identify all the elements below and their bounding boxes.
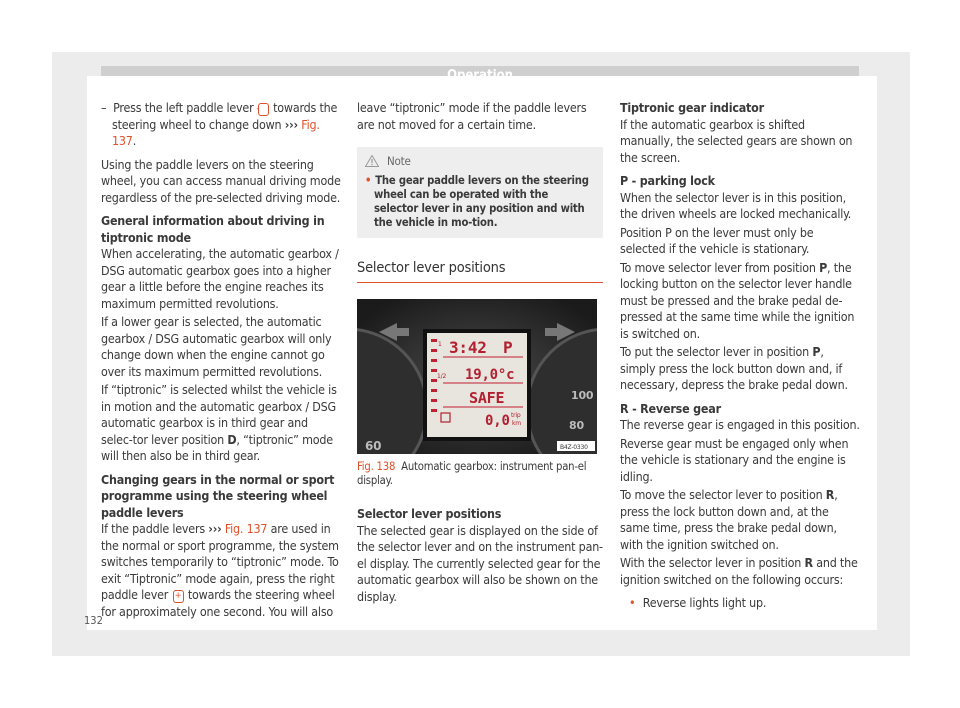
subheading: P - parking lock (620, 173, 715, 188)
figure-caption (357, 460, 603, 488)
column-2 (357, 100, 603, 612)
lcd-trip-unit-top: trip (511, 412, 521, 419)
paragraph: Using the paddle levers on the steering wheel, you can access manual driving mode regardless of the pre-selected driving mode. (101, 156, 341, 205)
paragraph: Position P on the lever must only be selected if the vehicle is stationary. (620, 224, 814, 256)
column-3 (620, 100, 860, 619)
paragraph: The selected gear is displayed on the side of the selector lever and on the instrument pan-el display. The currently selected gear for the automatic gearbox will also be shown on the display. (357, 522, 603, 604)
bullet-icon: • (629, 595, 636, 610)
text: To put the selector lever in position (620, 344, 809, 359)
lcd-temperature: 19,0°c (465, 367, 515, 383)
punct: . (132, 133, 137, 148)
lcd-trip-unit-bottom: km (512, 420, 521, 427)
text: are used in the normal or sport programme, the system switches temporarily to “tiptronic” mode. To exit “Tiptronic” mode again, press the right paddle lever (101, 521, 339, 602)
paragraph (101, 382, 341, 465)
note-text (365, 174, 595, 230)
plus-key-icon: + (173, 590, 184, 603)
text: towards the steering wheel for approximately one second. You will also (101, 587, 335, 619)
warning-icon (365, 155, 379, 167)
column-1 (101, 100, 341, 627)
paragraph (620, 260, 860, 343)
bullet-icon: • (365, 173, 372, 187)
subheading: Tiptronic gear indicator (620, 100, 764, 115)
note-label: Note (387, 154, 411, 168)
paragraph: If a lower gear is selected, the automatic gearbox / DSG automatic gearbox will only change down when the engine cannot go over its maximum permitted revolutions. (101, 314, 332, 379)
text: , “tiptronic” mode will then also be in third gear. (101, 431, 333, 463)
bold-text: R (825, 487, 835, 502)
section-title: Selector lever positions (357, 260, 603, 284)
instrument-panel-image (357, 299, 597, 454)
paragraph: Reverse gear must be engaged only when the vehicle is stationary and the engine is idling. (620, 435, 849, 484)
paragraph (620, 344, 860, 394)
text: To move selector lever from position (620, 259, 816, 275)
note-header (365, 153, 595, 170)
paragraph: When accelerating, the automatic gearbox / DSG automatic gearbox goes into a higher gear a little before the engine reaches its maximum permitted revolutions. (101, 246, 339, 311)
instruction-text: Press the left paddle lever (113, 100, 254, 115)
caption-text: Automatic gearbox: instrument pan-el display. (357, 460, 587, 487)
paragraph: leave “tiptronic” mode if the paddle levers are not moved for a certain time. (357, 100, 587, 132)
paragraph (620, 555, 860, 588)
text: If “tiptronic” is selected whilst the vehicle is in motion and the automatic gearbox / DSG automatic gearbox is in third gear and selec-tor lever position (101, 382, 337, 447)
paragraph: The reverse gear is engaged in this position. (620, 417, 860, 432)
gauge-mark-top: 1 (438, 341, 442, 348)
subheading: R - Reverse gear (620, 400, 721, 416)
text: and the ignition switched on the following occurs: (620, 555, 858, 587)
note-box (357, 147, 603, 238)
scale-label-left: 60 (365, 439, 382, 453)
text: To move the selector lever to position (620, 487, 823, 502)
lcd-trip-value: 0,0 (485, 413, 510, 429)
paragraph (101, 521, 341, 620)
text: , the locking button on the selector lever handle must be pressed and the brake pedal de-pressed at the same time while the ignition is switched on. (620, 259, 855, 341)
list-item (620, 595, 860, 612)
minus-key-icon: - (258, 103, 269, 116)
figure-link[interactable]: Fig. 137 (112, 116, 320, 148)
caption-ref: Fig. 138 (357, 460, 396, 473)
subheading: Selector lever positions (357, 506, 502, 521)
instruction-text-2: towards the steering wheel to change down (112, 100, 338, 132)
figure-code: B4Z-0330 (560, 444, 588, 451)
text: , simply press the lock button down and, if necessary, depress the brake pedal down. (620, 344, 848, 392)
paragraph: If the automatic gearbox is shifted manually, the selected gears are shown on the screen. (620, 116, 853, 165)
paragraph (620, 487, 860, 553)
ref-arrows: ››› (284, 116, 298, 132)
lcd-message: SAFE (469, 389, 505, 407)
text: If the paddle levers (101, 521, 205, 536)
subheading: Changing gears in the normal or sport programme using the steering wheel paddle levers (101, 471, 335, 520)
page-number: 132 (84, 614, 103, 627)
bold-text: P (812, 344, 821, 359)
scale-label-right-2: 80 (569, 419, 584, 432)
bold-text: D (227, 431, 237, 447)
figure-link[interactable]: Fig. 137 (224, 521, 268, 536)
text: With the selector lever in position (620, 555, 802, 570)
paragraph: When the selector lever is in this position, the driven wheels are locked mechanically. (620, 189, 852, 221)
lcd-gear: P (503, 338, 513, 357)
list-item-text: Reverse lights light up. (642, 595, 767, 610)
lcd-time: 3:42 (449, 338, 487, 357)
gauge-mark-mid: 1/2 (437, 373, 447, 380)
subheading: General information about driving in tiptronic mode (101, 213, 325, 245)
ref-arrows: ››› (208, 521, 222, 536)
text: , press the lock button down and, at the same time, press the brake pedal down, with the ignition switched on. (620, 487, 838, 552)
dash-instruction: – Press the left paddle lever - towards the steering wheel to change down ››› Fig. 137. (101, 100, 338, 148)
note-content: The gear paddle levers on the steering wheel can be operated with the selector lever in any position and with the vehicle in mo-tion. (374, 173, 589, 229)
figure-instrument-panel (357, 299, 597, 454)
bold-text: P (819, 259, 828, 275)
bold-text: R (804, 555, 813, 570)
scale-label-right-1: 100 (571, 389, 594, 402)
